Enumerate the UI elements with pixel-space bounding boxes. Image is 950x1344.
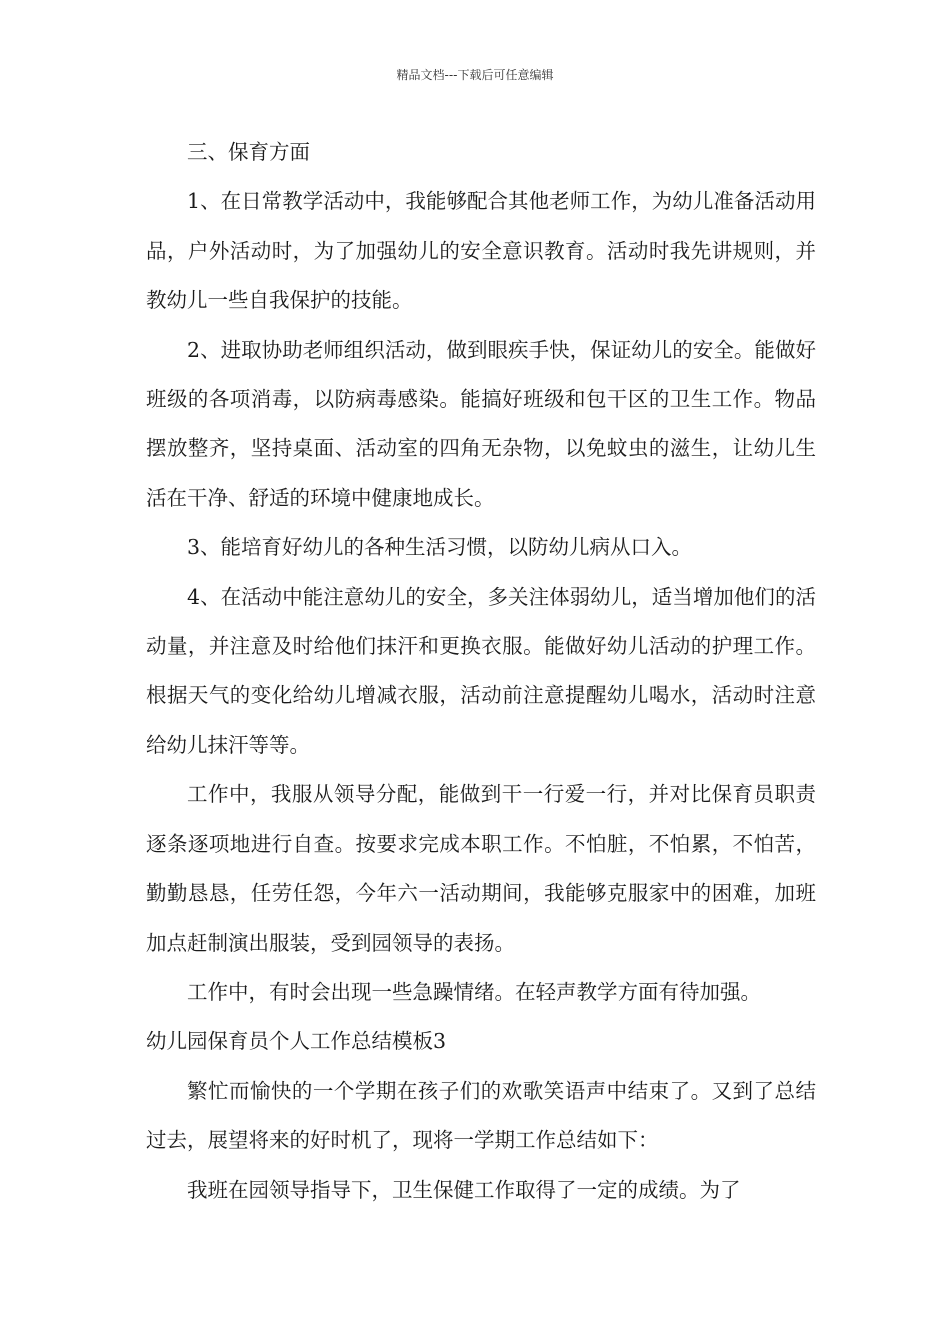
paragraph: 繁忙而愉快的一个学期在孩子们的欢歌笑语声中结束了。又到了总结过去，展望将来的好时机了，现将一学期工作总结如下：	[146, 1078, 816, 1153]
paragraph: 工作中，有时会出现一些急躁情绪。在轻声教学方面有待加强。	[187, 979, 761, 1004]
paragraph: 2、进取协助老师组织活动，做到眼疾手快，保证幼儿的安全。能做好班级的各项消毒，以防病毒感染。能搞好班级和包干区的卫生工作。物品摆放整齐，坚持桌面、活动室的四角无杂物，以免蚊虫的滋生，让幼儿生活在干净、舒适的环境中健康地成长。	[146, 337, 816, 510]
paragraph: 4、在活动中能注意幼儿的安全，多关注体弱幼儿，适当增加他们的活动量，并注意及时给他们抹汗和更换衣服。能做好幼儿活动的护理工作。根据天气的变化给幼儿增减衣服，活动前注意提醒幼儿喝水，活动时注意给幼儿抹汗等等。	[146, 584, 816, 757]
page-header: 精品文档---下载后可任意编辑	[396, 68, 554, 82]
paragraph: 1、在日常教学活动中，我能够配合其他老师工作，为幼儿准备活动用品，户外活动时，为了加强幼儿的安全意识教育。活动时我先讲规则，并教幼儿一些自我保护的技能。	[146, 189, 816, 313]
paragraph: 我班在园领导指导下，卫生保健工作取得了一定的成绩。为了	[187, 1177, 741, 1202]
paragraph: 3、能培育好幼儿的各种生活习惯，以防幼儿病从口入。	[187, 535, 693, 560]
section-heading: 三、保育方面	[187, 140, 310, 164]
template-title: 幼儿园保育员个人工作总结模板3	[146, 1029, 447, 1054]
document-body	[146, 128, 816, 1215]
paragraph: 工作中，我服从领导分配，能做到干一行爱一行，并对比保育员职责逐条逐项地进行自查。按要求完成本职工作。不怕脏，不怕累，不怕苦，勤勤恳恳，任劳任怨，今年六一活动期间，我能够克服家中的困难，加班加点赶制演出服装，受到园领导的表扬。	[146, 782, 816, 955]
